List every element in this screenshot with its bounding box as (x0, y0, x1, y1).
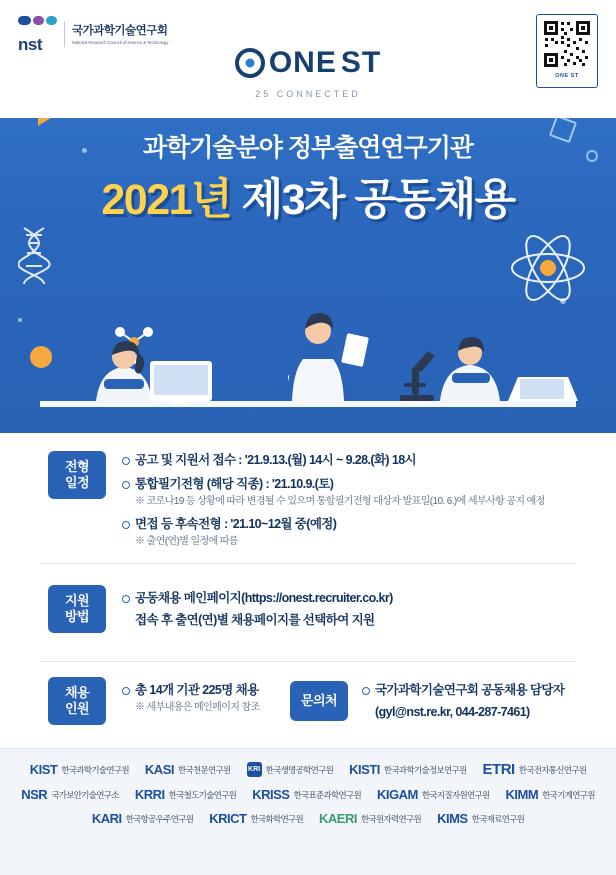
logo-row (18, 811, 598, 826)
qr-caption: ONE ST (555, 73, 579, 79)
list-note: ※ 세부내용은 메인페이지 참조 (135, 702, 260, 714)
logo-mark: KIMS (437, 811, 468, 826)
section-tag-line1: 문의처 (300, 692, 338, 708)
hero-title (0, 166, 616, 227)
logo-mark: KRISS (252, 787, 290, 802)
logo-name: 한국생명공학연구원 (265, 764, 334, 775)
section-body-schedule (122, 451, 572, 549)
section-body-headcount (122, 681, 282, 715)
nst-org-name-kr: 국가과학기술연구회 (72, 25, 168, 37)
logo-mark: ETRI (482, 761, 515, 778)
section-divider (40, 563, 576, 564)
list-item: 총 14개 기관 225명 채용 (122, 681, 282, 699)
section-tag-line2: 방법 (64, 609, 90, 624)
partner-logo (349, 762, 466, 777)
logo-name: 한국지질자원연구원 (421, 789, 490, 800)
brand-name-st: ST (340, 46, 382, 79)
section-tag-line2: 일정 (64, 475, 90, 490)
logo-name: 한국표준과학연구원 (293, 789, 362, 800)
section-tag-headcount (48, 677, 106, 725)
section-body-contact (362, 681, 582, 721)
people-illustration (0, 283, 616, 433)
nst-mark-icon (18, 14, 58, 36)
onest-o-icon (235, 48, 265, 78)
section-body-apply-method (122, 589, 572, 629)
logo-row (18, 761, 598, 778)
logo-name: 한국재료연구원 (471, 813, 525, 824)
brand-name-one: ONE (268, 46, 337, 79)
list-item: 공동채용 메인페이지(https://onest.recruiter.co.kr) (122, 589, 572, 607)
partner-logo (377, 787, 489, 802)
list-item: 공고 및 지원서 접수 : '21.9.13.(월) 14시 ~ 9.28.(화) 18시 (122, 451, 572, 469)
partner-logo (145, 762, 231, 777)
logo-name: 한국천문연구원 (177, 764, 231, 775)
list-item: 통합필기전형 (해당 직종) : '21.10.9.(토) (122, 475, 572, 493)
logo-name: 한국과학기술연구원 (61, 764, 129, 775)
logo-name: 한국과학기술정보연구원 (383, 764, 467, 775)
list-item: 국가과학기술연구회 공동채용 담당자 (362, 681, 582, 699)
logo-mark: KRRI (134, 787, 165, 802)
logo-name: 한국전자통신연구원 (518, 764, 587, 775)
list-note: ※ 출연(연)별 일정에 따름 (135, 536, 238, 548)
logo-mark: KARI (91, 811, 122, 826)
logo-mark: KAERI (319, 811, 357, 826)
partner-logo (319, 811, 421, 826)
partner-logo (21, 787, 119, 802)
hero-title-year: 2021년 (101, 176, 232, 224)
dna-decor-icon (18, 226, 52, 286)
logo-mark: KIST (29, 762, 58, 777)
partner-logo (252, 787, 361, 802)
partner-logo (30, 762, 129, 777)
partner-logo (437, 811, 524, 826)
section-tag-line2: 인원 (64, 701, 90, 716)
list-note: ※ 코로나19 등 상황에 따라 변경될 수 있으며 통합필기전형 대상자 발표일(10. 6.)에 세부사항 공지 예정 (135, 496, 545, 508)
section-tag-contact (290, 681, 348, 721)
list-item-plain: 접속 후 출연(연)별 채용페이지를 선택하여 지원 (135, 613, 375, 628)
contact-info: (gyl@nst.re.kr, 044-287-7461) (375, 705, 530, 720)
logo-name: 한국화학연구원 (250, 813, 304, 824)
logo-mark: KIGAM (377, 787, 418, 802)
partner-logo (506, 787, 595, 802)
hero-banner (0, 118, 616, 433)
section-tag-schedule (48, 451, 106, 499)
logo-name: 한국원자력연구원 (360, 813, 422, 824)
nst-wordmark: nst (18, 35, 42, 54)
nst-org-name-en: National Research Council of Science & Technology (72, 40, 169, 45)
section-tag-apply-method (48, 585, 106, 633)
logo-name: 국가보안기술연구소 (51, 789, 119, 800)
poster-content (0, 433, 616, 748)
brand-tagline: 25 CONNECTED (255, 89, 361, 99)
logo-mark: KASI (144, 762, 174, 777)
section-divider (40, 661, 576, 662)
partner-logo (135, 787, 236, 802)
section-tag-line1: 전형 (64, 458, 90, 474)
logo-row (18, 787, 598, 802)
logo-mark: KISTI (349, 762, 380, 777)
partner-logo (92, 811, 193, 826)
logo-mark: NSR (21, 787, 48, 802)
list-item: 면접 등 후속전형 : '21.10~12월 중(예정) (122, 515, 572, 533)
partner-logo (247, 762, 334, 777)
logo-name: 한국기계연구원 (542, 789, 595, 800)
logo-mark: KIMM (505, 787, 539, 802)
logo-mark: KRICT (209, 811, 247, 826)
partner-logo (209, 811, 303, 826)
logo-mark: KRI (247, 762, 262, 777)
poster-header (0, 0, 616, 118)
onest-brand (0, 48, 616, 99)
section-tag-line1: 채용 (64, 684, 90, 700)
partner-logos-footer (0, 748, 616, 875)
logo-name: 한국철도기술연구원 (168, 789, 237, 800)
triangle-decor-icon (38, 118, 54, 126)
section-tag-line1: 지원 (64, 592, 90, 608)
hero-subtitle: 과학기술분야 정부출연연구기관 (142, 134, 474, 162)
logo-name: 한국항공우주연구원 (125, 813, 194, 824)
hero-title-rest: 제3차 공동채용 (241, 176, 515, 224)
partner-logo (483, 761, 587, 778)
